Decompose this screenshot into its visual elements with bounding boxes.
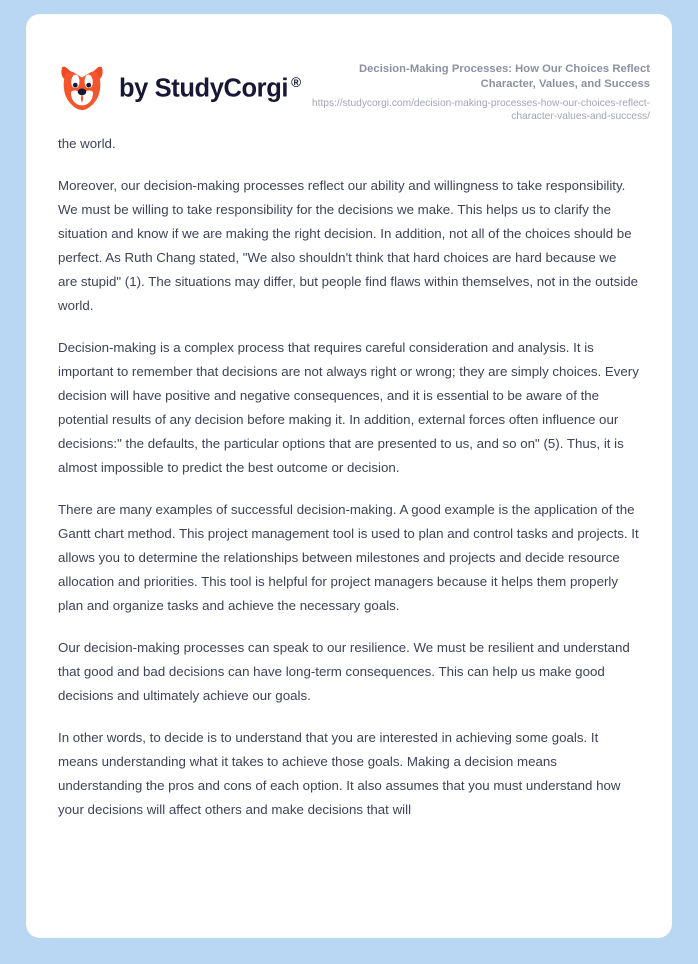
document-header	[26, 14, 672, 132]
paragraph: In other words, to decide is to understand that you are interested in achieving some goals. It means understanding what it takes to achieve those goals. Making a decision means understanding the pros and cons of each option. It also assumes that you must understand how your decisions will affect others and make decisions that will	[58, 730, 621, 817]
paragraph: Our decision-making processes can speak to our resilience. We must be resilient and understand that good and bad decisions can have long-term consequences. This can help us make good decisions and ultimately achieve our goals.	[58, 640, 630, 703]
paragraph: Decision-making is a complex process that requires careful consideration and analysis. It is important to remember that decisions are not always right or wrong; they are simply choices. Every decision will have positive and negative consequences, and it is essential to be aware of the potential results of any decision before making it. In addition, external forces often influence our decisions:" the defaults, the particular options that are presented to us, and so on" (5). Thus, it is almost impossible to predict the best outcome or decision.	[58, 340, 639, 475]
article-body	[26, 132, 672, 822]
paragraph: Moreover, our decision-making processes reflect our ability and willingness to take responsibility. We must be willing to take responsibility for the decisions we make. This helps us to clarify the situation and know if we are making the right decision. In addition, not all of the choices should be perfect. As Ruth Chang stated, "We also shouldn't think that hard choices are hard because we are stupid" (1). The situations may differ, but people find flaws within themselves, not in the outside world.	[58, 178, 639, 313]
document-paper	[26, 14, 672, 938]
header-meta	[310, 60, 650, 124]
page-title: Decision-Making Processes: How Our Choices Reflect Character, Values, and Success	[359, 63, 650, 90]
corgi-logo-icon	[58, 66, 106, 112]
registered-trademark-icon: ®	[291, 75, 301, 90]
brand-name	[119, 76, 301, 102]
brand-lockup	[58, 60, 301, 112]
paragraph: the world.	[58, 136, 116, 151]
source-url: https://studycorgi.com/decision-making-processes-how-our-choices-reflect-character-values-and-success/	[311, 97, 650, 123]
brand-name-text: by StudyCorgi	[119, 74, 289, 103]
paragraph: There are many examples of successful decision-making. A good example is the application of the Gantt chart method. This project management tool is used to plan and control tasks and projects. It allows you to determine the relationships between milestones and projects and decide resource allocation and priorities. This tool is helpful for project managers because it helps them properly plan and organize tasks and achieve the necessary goals.	[58, 502, 639, 613]
